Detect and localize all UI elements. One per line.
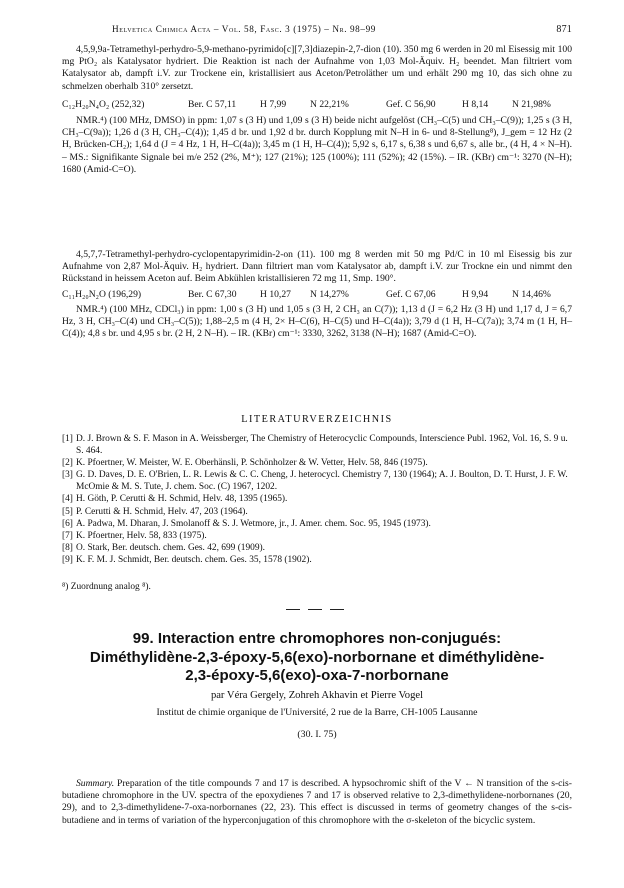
compound-11-ber-n: N 14,27% bbox=[310, 288, 349, 300]
reference-item bbox=[62, 506, 572, 518]
reference-item bbox=[62, 493, 572, 505]
reference-text: D. J. Brown & S. F. Mason in A. Weissberger, The Chemistry of Heterocyclic Compounds, Interscience Publ. 1962, Vol. 16, S. 9 u. S. 464. bbox=[76, 434, 568, 457]
summary-label: Summary. bbox=[76, 778, 115, 789]
reference-item bbox=[62, 469, 572, 493]
reference-item bbox=[62, 542, 572, 554]
reference-text: G. D. Daves, D. E. O'Brien, L. R. Lewis & C. C. Cheng, J. heterocycl. Chemistry 7, 130 (1964); A. J. Boulton, D. T. Hurst, J. F. W. McOmie & M. S. Tute, J. chem. Soc. (C) 1967, 1202. bbox=[76, 470, 568, 493]
compound-11-analysis bbox=[62, 289, 572, 301]
reference-item bbox=[62, 457, 572, 469]
reference-item bbox=[62, 518, 572, 530]
reference-number: [3] bbox=[62, 470, 73, 481]
running-head bbox=[62, 24, 572, 38]
footnote: ⁸) Zuordnung analog ⁸). bbox=[62, 582, 151, 592]
reference-item bbox=[62, 433, 572, 457]
reference-number: [8] bbox=[62, 542, 73, 553]
compound-11-ber-h: H 10,27 bbox=[260, 288, 291, 300]
running-head-title: Helvetica Chimica Acta – Vol. 58, Fasc. 3 (1975) – Nr. 98–99 bbox=[112, 24, 376, 34]
compound-11-ber-c: Ber. C 67,30 bbox=[188, 288, 237, 300]
reference-number: [5] bbox=[62, 506, 73, 517]
section-separator bbox=[286, 609, 346, 610]
compound-10-analysis bbox=[62, 99, 572, 111]
reference-number: [2] bbox=[62, 458, 73, 469]
compound-10-gef-c: Gef. C 56,90 bbox=[386, 98, 436, 110]
article-received-date: (30. I. 75) bbox=[297, 729, 337, 740]
compound-11-gef-c: Gef. C 67,06 bbox=[386, 288, 436, 300]
reference-number: [7] bbox=[62, 530, 73, 541]
reference-number: [1] bbox=[62, 434, 73, 444]
compound-10-gef-h: H 8,14 bbox=[462, 98, 489, 110]
reference-text: P. Cerutti & H. Schmid, Helv. 47, 203 (1964). bbox=[76, 506, 248, 517]
compound-10-ber-n: N 22,21% bbox=[310, 98, 349, 110]
reference-number: [4] bbox=[62, 494, 73, 505]
compound-11-section bbox=[62, 249, 572, 340]
compound-11-spectra: NMR.⁴) (100 MHz, CDCl₃) in ppm: 1,00 s (3 H) und 1,05 s (3 H, 2 CH₃ an C(7)); 1,13 d (J = 6,2 Hz (3 H) und 1,17 d, J = 6,7 Hz, 3 H, CH₃–C(4) und CH₃–C(5)); 1,88–2,5 m (4 H, 2× H–C(6), H–C(5) und H–C(4a)); 3,79 d (1 H, H–C(7a)); 3,74 m (1 H, H–C(4)); 4,8 s br. und 4,95 s br. (2 H, 2 N–H). – IR. (KBr) cm⁻¹: 3330, 3262, 3138 (N–H); 1687 (Amid-C=O). bbox=[62, 303, 572, 340]
page-number: 871 bbox=[556, 24, 572, 35]
article-title-line-2: Diméthylidène-2,3-époxy-5,6(exo)-norbornane et diméthylidène- bbox=[89, 648, 545, 666]
compound-11-gef-h: H 9,94 bbox=[462, 288, 489, 300]
compound-10-ber-c: Ber. C 57,11 bbox=[188, 98, 237, 110]
compound-11-gef-n: N 14,46% bbox=[512, 288, 551, 300]
references-heading: LITERATURVERZEICHNIS bbox=[241, 414, 393, 425]
reference-text: K. F. M. J. Schmidt, Ber. deutsch. chem. Ges. 35, 1578 (1902). bbox=[76, 554, 312, 565]
reference-item bbox=[62, 530, 572, 542]
reference-number: [9] bbox=[62, 554, 73, 565]
compound-10-procedure: 4,5,9,9a-Tetramethyl-perhydro-5,9-methano-pyrimido[c][7,3]diazepin-2,7-dion (10). 350 mg 6 werden in 20 ml Eisessig mit 100 mg PtO₂ als Katalysator hydriert. Die Reaktion ist nach der Aufnahme von 1,03 Mol-Äquiv. H₂ beendet. Man filtriert vom Katalysator ab, dampft i.V. zur Trockene ein, kristallisiert aus Aceton/Petroläther um und erhält 290 mg 10, das sich ohne zu schmelzen oberhalb 310° zersetzt. bbox=[62, 44, 572, 92]
reference-text: K. Pfoertner, W. Meister, W. E. Oberhänsli, P. Schönholzer & W. Vetter, Helv. 58, 846 (1975). bbox=[76, 458, 428, 469]
reference-text: K. Pfoertner, Helv. 58, 833 (1975). bbox=[76, 530, 207, 541]
reference-list bbox=[62, 433, 572, 566]
compound-10-formula: C₁₂H₂₀N₄O₂ (252,32) bbox=[62, 98, 145, 110]
article-byline: par Véra Gergely, Zohreh Akhavin et Pierre Vogel bbox=[210, 690, 424, 701]
compound-10-ber-h: H 7,99 bbox=[260, 98, 287, 110]
article-title-line-3: 2,3-époxy-5,6(exo)-oxa-7-norbornane bbox=[185, 667, 449, 684]
compound-11-formula: C₁₁H₂₀N₂O (196,29) bbox=[62, 288, 142, 300]
reference-item bbox=[62, 554, 572, 566]
reference-text: A. Padwa, M. Dharan, J. Smolanoff & S. J. Wetmore, jr., J. Amer. chem. Soc. 95, 1945 (1973). bbox=[76, 518, 431, 529]
article-title bbox=[62, 630, 572, 686]
article-title-line-1: 99. Interaction entre chromophores non-conjugués: bbox=[132, 630, 502, 647]
summary-text: Preparation of the title compounds 7 and 17 is described. A hypsochromic shift of the V ← N transition of the s-cis-butadiene chromophore in the UV. spectra of the epoxydienes 7 and 17 is observed relative to 2,3-dimethylidene-norbornanes (20, 29), and to 2,3-dimethylidene-7-oxa-norbornanes (22, 23). This effect is discussed in terms of geometry changes of the s-cis-butadiene and in terms of variation of the hyperconjugation of this chromophore with the σ-skeleton of the bicyclic system. bbox=[62, 778, 572, 826]
article-summary bbox=[62, 778, 572, 827]
compound-10-gef-n: N 21,98% bbox=[512, 98, 551, 110]
compound-10-section bbox=[62, 44, 572, 176]
compound-11-procedure: 4,5,7,7-Tetramethyl-perhydro-cyclopentapyrimidin-2-on (11). 100 mg 8 werden mit 50 mg Pd/C in 10 ml Eisessig bis zur Aufnahme von 2,87 Mol-Äquiv. H₂ hydriert. Dann filtriert man vom Katalysator ab, dampft i.V. zur Trockne ein und nimmt den Rückstand in heissem Aceton auf. Beim Abkühlen kristallisieren 72 mg 11, Smp. 190°. bbox=[62, 249, 572, 285]
reference-text: O. Stark, Ber. deutsch. chem. Ges. 42, 699 (1909). bbox=[76, 542, 266, 553]
reference-number: [6] bbox=[62, 518, 73, 529]
compound-10-spectra: NMR.⁴) (100 MHz, DMSO) in ppm: 1,07 s (3 H) und 1,09 s (3 H) beide nicht aufgelöst (CH₃–C(5) und CH₃–C(9)); 1,25 s (3 H, CH₃–C(9a)); 1,26 d (3 H, CH₃–C(4)); 1,45 d br. und 1,92 d br. durch Kopplung mit N–H in 6- und 8-Stellung⁸), J_gem = 12 Hz (2 H, Brücken-CH₂); 1,64 d (J = 4 Hz, 1 H, H–C(4a)); 3,45 m (1 H, H–C(4)); 5,92 s, 6,17 s, 6,38 s und 6,67 s, alle br., (4 H, 4 × N–H). – MS.: Signifikante Signale bei m/e 252 (2%, M⁺); 127 (21%); 125 (100%); 111 (52%); 42 (15%). – IR. (KBr) cm⁻¹: 3270 (N–H); 1680 (Amid-C=O). bbox=[62, 115, 572, 175]
reference-text: H. Göth, P. Cerutti & H. Schmid, Helv. 48, 1395 (1965). bbox=[76, 494, 288, 505]
article-affiliation: Institut de chimie organique de l'Université, 2 rue de la Barre, CH-1005 Lausanne bbox=[156, 707, 478, 718]
